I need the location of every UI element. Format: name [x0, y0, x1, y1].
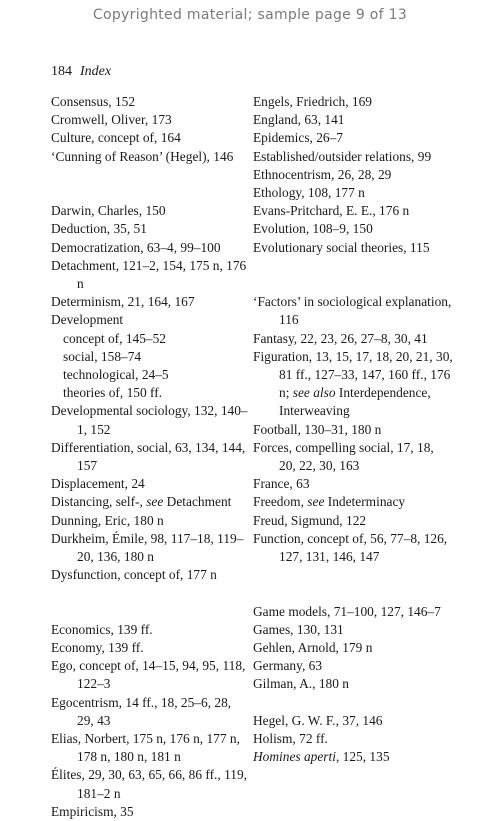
index-entry: France, 63 — [253, 476, 310, 492]
index-subentry: theories of, 150 ff. — [63, 385, 163, 401]
index-entry: Evans-Pritchard, E. E., 176 n — [253, 203, 410, 219]
index-entry: Ego, concept of, 14–15, 94, 95, 118, 122–3 — [51, 658, 246, 692]
letter-group-gap — [51, 166, 251, 202]
index-entry: Cromwell, Oliver, 173 — [51, 112, 172, 128]
index-entry: Holism, 72 ff. — [253, 731, 328, 747]
copyright-banner: Copyrighted material; sample page 9 of 13 — [92, 7, 408, 23]
see-reference: see — [307, 494, 325, 510]
letter-group-gap — [253, 566, 453, 602]
index-entry: Determinism, 21, 164, 167 — [51, 294, 195, 310]
entry-text: Freedom, — [253, 494, 308, 510]
index-entry: Egocentrism, 14 ff., 18, 25–6, 28, 29, 43 — [51, 694, 232, 728]
index-entry: Function, concept of, 56, 77–8, 126, 127, 131, 146, 147 — [253, 530, 448, 565]
index-entry — [253, 348, 453, 421]
index-entry: Economy, 139 ff. — [51, 640, 144, 656]
letter-group-gap — [51, 584, 251, 620]
running-head — [51, 64, 111, 80]
index-entry — [253, 493, 453, 511]
index-entry: Game models, 71–100, 127, 146–7 — [253, 603, 441, 619]
index-entry: Differentiation, social, 63, 134, 144, 157 — [51, 439, 246, 474]
index-entry: Established/outsider relations, 99 — [253, 148, 432, 164]
index-column-right — [253, 93, 453, 766]
index-entry: Deduction, 35, 51 — [51, 221, 147, 237]
index-entry: Epidemics, 26–7 — [253, 130, 344, 146]
index-entry — [51, 493, 251, 511]
entry-text: Figuration, 13, 15, 17, 18, 20, 21, 30, 81 ff., 127–33, 147, 160 ff., 176 n; — [253, 348, 453, 401]
see-reference: see — [146, 494, 164, 510]
index-subentry: technological, 24–5 — [63, 367, 169, 383]
index-entry: Development — [51, 312, 124, 328]
index-entry: Fantasy, 22, 23, 26, 27–8, 30, 41 — [253, 330, 428, 346]
index-entry: Economics, 139 ff. — [51, 621, 153, 637]
index-subentry: concept of, 145–52 — [63, 330, 167, 346]
index-entry: Forces, compelling social, 17, 18, 20, 22, 30, 163 — [253, 439, 434, 474]
index-entry: Gehlen, Arnold, 179 n — [253, 640, 373, 656]
index-entry: ‘Factors’ in sociological explanation, 116 — [253, 294, 452, 328]
index-entry: Evolutionary social theories, 115 — [253, 239, 430, 255]
letter-group-gap — [253, 694, 453, 712]
entry-title-italic: Homines aperti — [253, 749, 336, 765]
index-entry: Darwin, Charles, 150 — [51, 203, 166, 219]
entry-pages: , 125, 135 — [335, 749, 390, 765]
index-entry: Developmental sociology, 132, 140–1, 152 — [51, 403, 248, 437]
see-also-reference: see also — [292, 385, 336, 401]
index-entry: Freud, Sigmund, 122 — [253, 512, 367, 528]
index-entry: Ethology, 108, 177 n — [253, 185, 365, 201]
index-entry: Games, 130, 131 — [253, 621, 344, 637]
index-entry: Culture, concept of, 164 — [51, 130, 181, 146]
page-number: 184 — [51, 64, 72, 79]
index-entry: Germany, 63 — [253, 658, 323, 674]
index-entry: Elias, Norbert, 175 n, 176 n, 177 n, 178 n, 180 n, 181 n — [51, 731, 240, 765]
index-entry: Evolution, 108–9, 150 — [253, 221, 373, 237]
index-entry — [253, 748, 453, 766]
index-entry: Detachment, 121–2, 154, 175 n, 176 n — [51, 257, 247, 292]
index-entry: Hegel, G. W. F., 37, 146 — [253, 712, 383, 728]
index-entry: Dysfunction, concept of, 177 n — [51, 567, 217, 583]
index-entry: Consensus, 152 — [51, 94, 136, 109]
index-entry: Displacement, 24 — [51, 476, 145, 492]
index-entry: ‘Cunning of Reason’ (Hegel), 146 — [51, 148, 234, 164]
index-column-left — [51, 93, 251, 821]
index-entry: Engels, Friedrich, 169 — [253, 94, 373, 109]
index-entry: Ethnocentrism, 26, 28, 29 — [253, 166, 392, 182]
index-entry: Democratization, 63–4, 99–100 — [51, 239, 221, 255]
running-title: Index — [80, 64, 112, 79]
letter-group-gap — [253, 257, 453, 293]
index-entry: Gilman, A., 180 n — [253, 676, 349, 692]
cross-reference-target: Detachment — [166, 494, 232, 510]
index-entry: Empiricism, 35 — [51, 803, 134, 819]
index-entry: Élites, 29, 30, 63, 65, 66, 86 ff., 119, 181–2 n — [51, 767, 248, 801]
index-entry: Dunning, Eric, 180 n — [51, 512, 164, 528]
index-subentry: social, 158–74 — [63, 348, 142, 364]
entry-text: Distancing, self-, — [51, 494, 147, 510]
cross-reference-target: Indeterminacy — [327, 494, 406, 510]
cross-reference-target: Interdependence, Interweaving — [279, 385, 431, 419]
index-entry: Durkheim, Émile, 98, 117–18, 119–20, 136, 180 n — [51, 530, 244, 565]
index-entry: England, 63, 141 — [253, 112, 345, 128]
index-entry: Football, 130–31, 180 n — [253, 421, 382, 437]
